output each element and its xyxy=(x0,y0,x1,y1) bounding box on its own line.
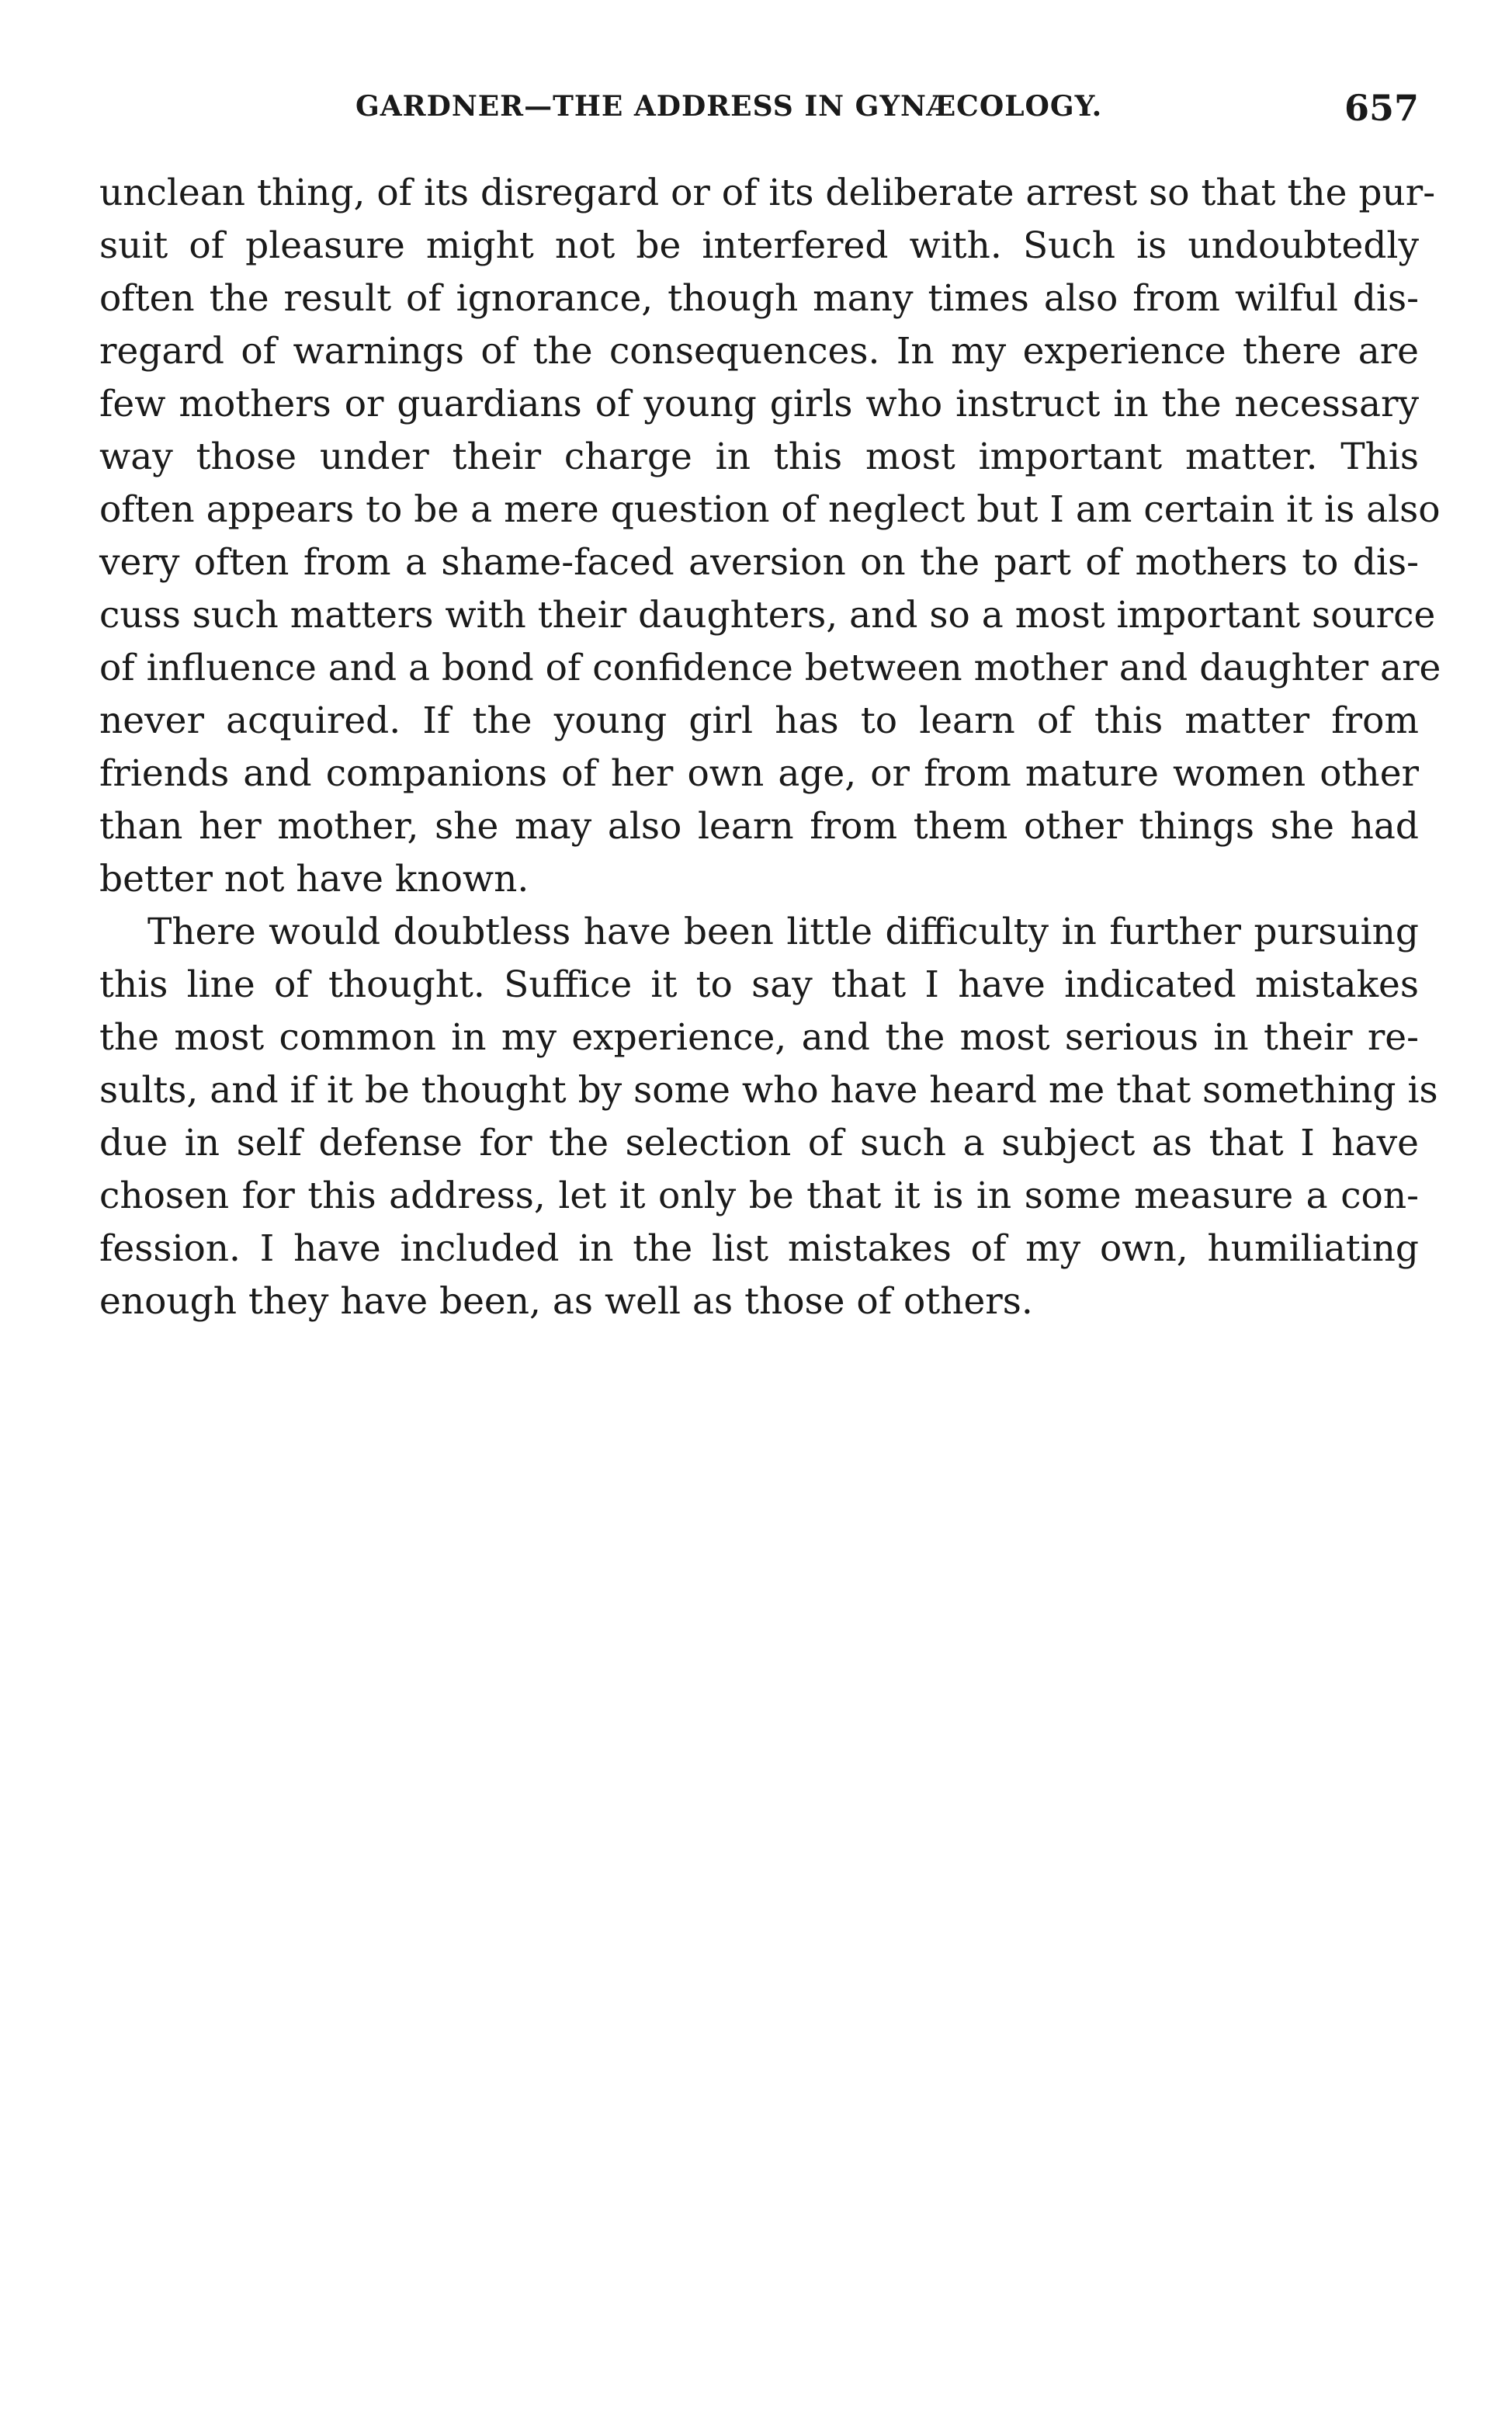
text-line: unclean thing, of its disregard or of its deliberate arrest so that the pur- xyxy=(99,172,1436,214)
page-header xyxy=(99,87,1419,141)
text-line: very often from a shame-faced aversion on the part of mothers to dis- xyxy=(99,541,1419,584)
text-line: due in self defense for the selection of such a subject as that I have xyxy=(99,1122,1419,1164)
text-line: often the result of ignorance, though many times also from wilful dis- xyxy=(99,277,1419,320)
text-line: better not have known. xyxy=(99,858,529,900)
text-line: suit of pleasure might not be interfered with. Such is undoubtedly xyxy=(99,224,1419,267)
text-line: of influence and a bond of confidence between mother and daughter are xyxy=(99,647,1441,689)
paragraph xyxy=(99,906,1438,1328)
text-line: chosen for this address, let it only be that it is in some measure a con- xyxy=(99,1175,1419,1217)
text-line: this line of thought. Suffice it to say that I have indicated mistakes xyxy=(99,963,1419,1006)
text-line: fession. I have included in the list mistakes of my own, humiliating xyxy=(99,1227,1419,1270)
paragraph xyxy=(99,167,1441,906)
text-line: often appears to be a mere question of neglect but I am certain it is also xyxy=(99,488,1441,531)
running-head: GARDNER—THE ADDRESS IN GYNÆCOLOGY. xyxy=(355,90,1103,123)
text-line: the most common in my experience, and the most serious in their re- xyxy=(99,1016,1419,1059)
text-line: than her mother, she may also learn from them other things she had xyxy=(99,805,1419,848)
text-line: cuss such matters with their daughters, and so a most important source xyxy=(99,594,1436,637)
text-line: sults, and if it be thought by some who have heard me that something is xyxy=(99,1069,1438,1112)
text-line: friends and companions of her own age, or from mature women other xyxy=(99,752,1419,795)
text-line: regard of warnings of the consequences. In my experience there are xyxy=(99,330,1419,373)
text-line: enough they have been, as well as those of others. xyxy=(99,1280,1033,1323)
page-number: 657 xyxy=(1344,87,1419,129)
text-line: There would doubtless have been little difficulty in further pursuing xyxy=(147,911,1419,953)
text-line: few mothers or guardians of young girls who instruct in the necessary xyxy=(99,383,1419,425)
text-line: never acquired. If the young girl has to learn of this matter from xyxy=(99,699,1419,742)
text-line: way those under their charge in this most important matter. This xyxy=(99,435,1419,478)
body-text xyxy=(99,167,1441,1328)
